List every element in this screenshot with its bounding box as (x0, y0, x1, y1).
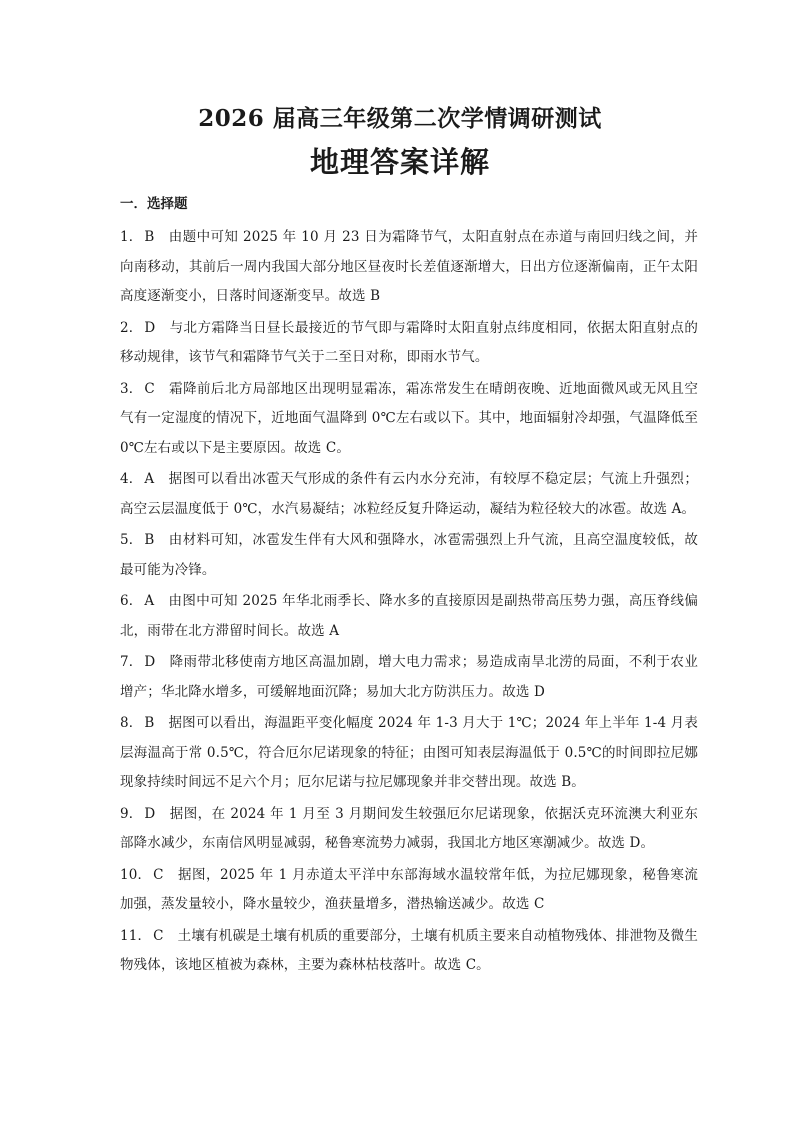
page-subtitle: 地理答案详解 (309, 145, 490, 179)
question-answer: D (144, 654, 156, 670)
question-answer: B (144, 715, 155, 731)
question-item (120, 587, 698, 646)
question-number: 7． (120, 654, 143, 670)
question-item (120, 800, 698, 859)
question-item (120, 465, 698, 524)
question-item (120, 526, 698, 585)
question-explanation: 由材料可知，冰雹发生伴有大风和强降水，冰雹需强烈上升气流，且高空温度较低，故最可能为冷锋。 (120, 532, 698, 578)
question-item (120, 314, 698, 373)
question-explanation: 由题中可知 2025 年 10 月 23 日为霜降节气，太阳直射点在赤道与南回归线之间，并向南移动，其前后一周内我国大部分地区昼夜时长差值逐渐增大，日出方位逐渐偏南，正午太阳高度逐渐变小，日落时间逐渐变早。故选 B (120, 229, 698, 304)
question-number: 4． (120, 471, 143, 487)
question-explanation: 霜降前后北方局部地区出现明显霜冻，霜冻常发生在晴朗夜晚、近地面微风或无风且空气有一定湿度的情况下，近地面气温降到 0℃左右或以下。其中，地面辐射冷却强，气温降低至 0℃左右或以下是主要原因。故选 C。 (120, 380, 698, 456)
question-answer: D (144, 319, 156, 336)
question-answer: C (144, 380, 155, 397)
question-explanation: 据图可以看出冰雹天气形成的条件有云内水分充沛，有较厚不稳定层；气流上升强烈；高空云层温度低于 0℃，水汽易凝结；冰粒经反复升降运动，凝结为粒径较大的冰雹。故选 A。 (120, 471, 698, 517)
question-answer: D (144, 805, 156, 822)
question-answer: C (153, 866, 164, 883)
question-item (120, 375, 698, 464)
question-explanation: 据图可以看出，海温距平变化幅度 2024 年 1-3 月大于 1℃；2024 年上半年 1-4 月表层海温高于常 0.5℃，符合厄尔尼诺现象的特征；由图可知表层海温低于 0.5℃的时间即拉尼娜现象持续时间远不足六个月；厄尔尼诺与拉尼娜现象并非交替出现。故选 B。 (120, 715, 698, 790)
question-number: 1． (120, 229, 143, 245)
question-answer: A (144, 471, 155, 487)
question-item (120, 223, 698, 312)
question-answer: C (153, 927, 164, 944)
question-explanation: 土壤有机碳是土壤有机质的重要部分，土壤有机质主要来自动植物残体、排泄物及微生物残体，该地区植被为森林，主要为森林枯枝落叶。故选 C。 (120, 927, 698, 973)
question-number: 3． (120, 380, 143, 397)
question-item (120, 648, 698, 707)
section-heading: 一．选择题 (120, 196, 188, 212)
question-answer: A (144, 593, 155, 609)
question-number: 5． (120, 532, 143, 548)
question-number: 10． (120, 866, 152, 883)
question-number: 11． (120, 927, 152, 944)
question-number: 9． (120, 805, 143, 822)
question-explanation: 据图，2025 年 1 月赤道太平洋中东部海域水温较常年低，为拉尼娜现象，秘鲁寒流加强，蒸发量较小，降水量较少，渔获量增多，潜热输送减少。故选 C (120, 866, 698, 912)
question-explanation: 据图，在 2024 年 1 月至 3 月期间发生较强厄尔尼诺现象，依据沃克环流澳大利亚东部降水减少，东南信风明显减弱，秘鲁寒流势力减弱，我国北方地区寒潮减少。故选 D。 (120, 805, 698, 851)
question-list (120, 223, 698, 981)
question-explanation: 由图中可知 2025 年华北雨季长、降水多的直接原因是副热带高压势力强，高压脊线偏北，雨带在北方滞留时间长。故选 A (120, 593, 698, 639)
question-explanation: 降雨带北移使南方地区高温加剧，增大电力需求；易造成南旱北涝的局面，不利于农业增产；华北降水增多，可缓解地面沉降；易加大北方防洪压力。故选 D (120, 654, 698, 700)
question-answer: B (144, 532, 155, 548)
question-item (120, 922, 698, 981)
question-item (120, 709, 698, 798)
page-title: 2026 届高三年级第二次学情调研测试 (198, 105, 602, 132)
question-answer: B (144, 229, 155, 245)
question-number: 8． (120, 715, 143, 731)
question-number: 6． (120, 593, 143, 609)
question-item (120, 861, 698, 920)
question-number: 2． (120, 319, 143, 336)
question-explanation: 与北方霜降当日昼长最接近的节气即与霜降时太阳直射点纬度相同，依据太阳直射点的移动规律，该节气和霜降节气关于二至日对称，即雨水节气。 (120, 319, 698, 365)
